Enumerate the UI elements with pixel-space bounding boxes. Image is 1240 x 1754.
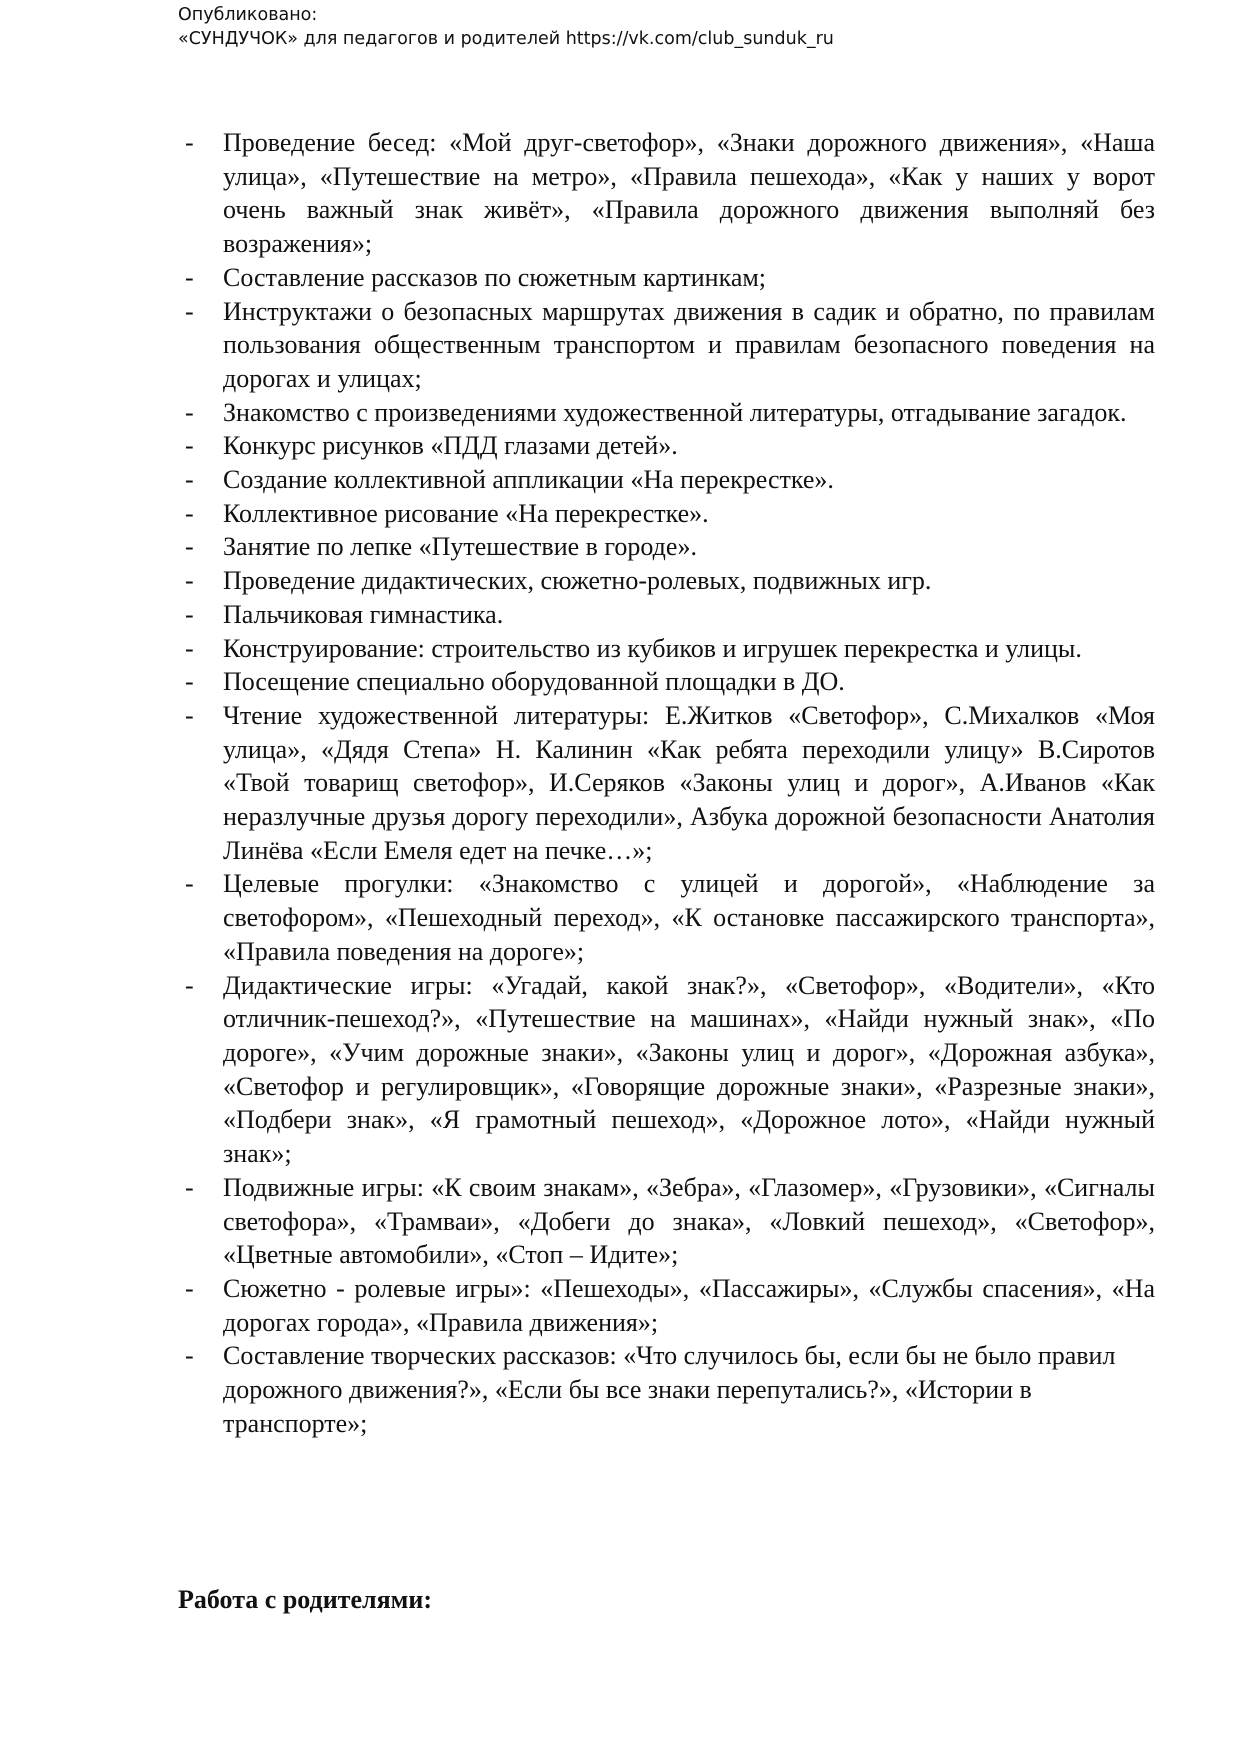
bullet-dash: - [185, 128, 194, 157]
list-item-text: Конструирование: строительство из кубиков и игрушек перекрестка и улицы. [223, 633, 1082, 663]
list-item [185, 126, 1155, 261]
list-item [185, 463, 1155, 497]
list-item [185, 429, 1155, 463]
bullet-dash: - [185, 397, 194, 427]
list-item [185, 632, 1155, 666]
bullet-dash: - [185, 633, 194, 663]
bullet-dash: - [185, 296, 194, 326]
list-item [185, 295, 1155, 396]
list-item [185, 665, 1155, 699]
bullet-dash: - [185, 465, 194, 495]
bullet-dash: - [185, 566, 194, 596]
activity-list [185, 126, 1155, 1440]
bullet-dash: - [185, 262, 194, 292]
list-item-text: Составление творческих рассказов: «Что случилось бы, если бы не было правил дорожного движения?», «Если бы все знаки перепутались?», «Истории в транспорте»; [223, 1341, 1116, 1438]
list-item-text: Знакомство с произведениями художественной литературы, отгадывание загадок. [223, 397, 1127, 427]
bullet-dash: - [185, 869, 194, 899]
bullet-dash: - [185, 1341, 194, 1371]
bullet-dash: - [185, 431, 194, 461]
list-item-text: Конкурс рисунков «ПДД глазами детей». [223, 431, 678, 461]
list-item-text: Составление рассказов по сюжетным картинкам; [223, 262, 767, 292]
list-item-text: Коллективное рисование «На перекрестке». [223, 498, 709, 528]
publication-header [178, 3, 834, 51]
list-item [185, 699, 1155, 868]
list-item [185, 867, 1155, 968]
list-item-text: Проведение дидактических, сюжетно-ролевых, подвижных игр. [223, 566, 932, 596]
list-item-text: Посещение специально оборудованной площадки в ДО. [223, 667, 845, 697]
list-item [185, 497, 1155, 531]
bullet-dash: - [185, 1172, 194, 1202]
list-item [185, 1272, 1155, 1339]
section-title-parents: Работа с родителями: [178, 1585, 432, 1614]
bullet-dash: - [185, 970, 194, 1000]
list-item-text: Целевые прогулки: «Знакомство с улицей и дорогой», «Наблюдение за светофором», «Пешеходный переход», «К остановке пассажирского транспорта», «Правила поведения на дороге»; [223, 869, 1155, 966]
list-item-text: Подвижные игры: «К своим знакам», «Зебра», «Глазомер», «Грузовики», «Сигналы светофора», «Трамваи», «Добеги до знака», «Ловкий пешеход», «Светофор», «Цветные автомобили», «Стоп – Идите»; [223, 1172, 1155, 1270]
list-item-text: Чтение художественной литературы: Е.Житков «Светофор», С.Михалков «Моя улица», «Дядя Степа» Н. Калинин «Как ребята переходили улицу» В.Сиротов «Твой товарищ светофор», И.Серяков «Законы улиц и дорог», А.Иванов «Как неразлучные друзья дорогу переходили», Азбука дорожной безопасности Анатолия Линёва «Если Емеля едет на печке…»; [223, 700, 1155, 865]
list-item [185, 969, 1155, 1171]
list-item-text: Дидактические игры: «Угадай, какой знак?», «Светофор», «Водители», «Кто отличник-пешеход?», «Путешествие на машинах», «Найди нужный знак», «По дороге», «Учим дорожные знаки», «Законы улиц и дорог», «Дорожная азбука», «Светофор и регулировщик», «Говорящие дорожные знаки», «Разрезные знаки», «Подбери знак», «Я грамотный пешеход», «Дорожное лото», «Найди нужный знак»; [223, 970, 1155, 1169]
list-item-text: Проведение бесед: «Мой друг-светофор», «Знаки дорожного движения», «Наша улица», «Путешествие на метро», «Правила пешехода», «Как у наших у ворот очень важный знак живёт», «Правила дорожного движения выполняй без возражения»; [223, 128, 1155, 259]
list-item [185, 564, 1155, 598]
header-published-label: Опубликовано: [178, 5, 318, 25]
list-item-text: Создание коллективной аппликации «На перекрестке». [223, 465, 834, 495]
list-item-text: Инструктажи о безопасных маршрутах движения в садик и обратно, по правилам пользования общественным транспортом и правилам безопасного поведения на дорогах и улицах; [223, 296, 1155, 393]
list-item-text: Сюжетно - ролевые игры»: «Пешеходы», «Пассажиры», «Службы спасения», «На дорогах города», «Правила движения»; [223, 1273, 1155, 1337]
bullet-dash: - [185, 599, 194, 629]
list-item [185, 530, 1155, 564]
bullet-dash: - [185, 498, 194, 528]
bullet-dash: - [185, 1273, 194, 1303]
bullet-dash: - [185, 700, 194, 730]
header-source-line: «СУНДУЧОК» для педагогов и родителей https://vk.com/club_sunduk_ru [178, 29, 834, 49]
list-item [185, 1339, 1155, 1440]
bullet-dash: - [185, 667, 194, 697]
list-item [185, 598, 1155, 632]
list-item-text: Занятие по лепке «Путешествие в городе». [223, 532, 697, 562]
list-item [185, 1171, 1155, 1272]
list-item [185, 261, 1155, 295]
list-item [185, 396, 1155, 430]
bullet-dash: - [185, 532, 194, 562]
list-item-text: Пальчиковая гимнастика. [223, 599, 504, 629]
